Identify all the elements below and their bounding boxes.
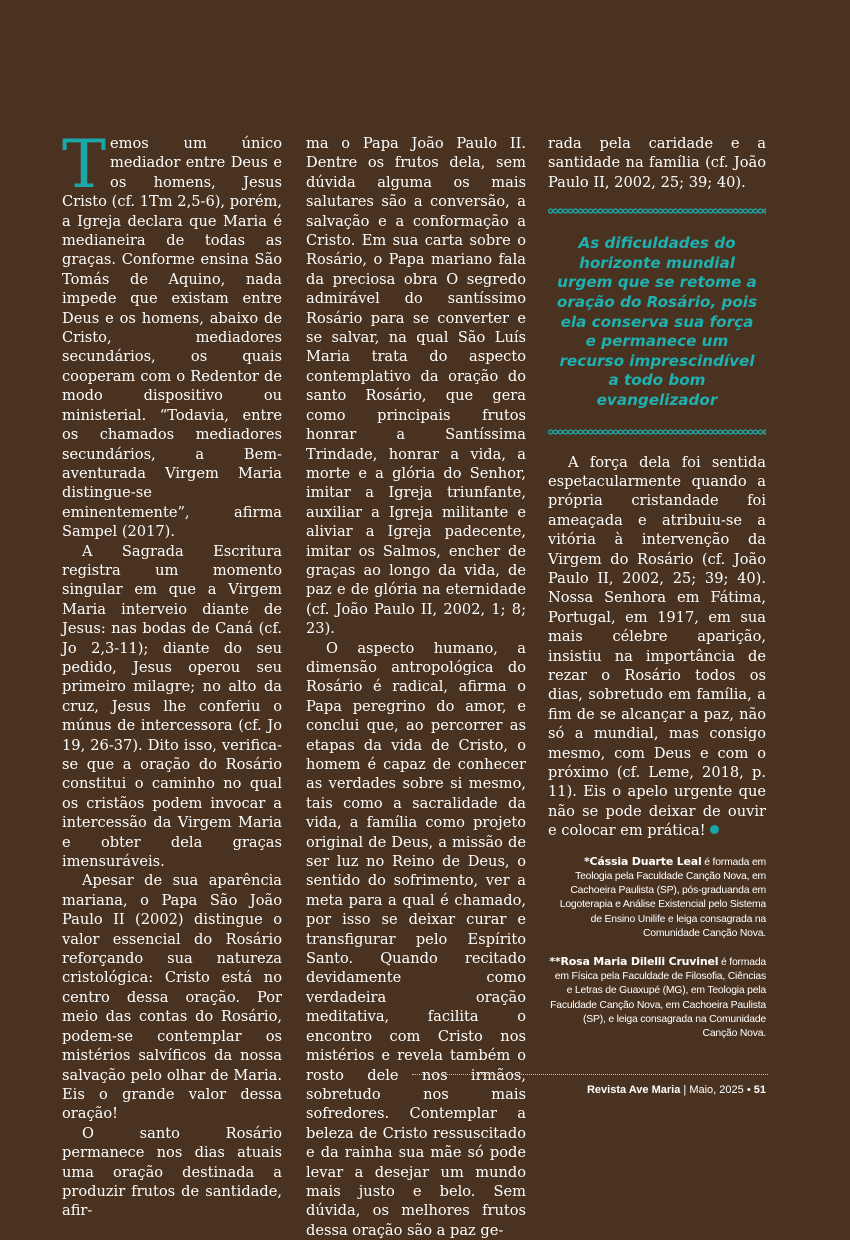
page-footer <box>587 1084 766 1096</box>
paragraph-5: ma o Papa João Paulo II. Dentre os frutos dela, sem dúvida alguma os mais salutares são a conversão, a salvação e a conformação a Cristo. Em sua carta sobre o Rosário, o Papa mariano fala da preciosa obra O segredo admirável do santíssimo Rosário para se converter e se salvar, na qual São Luís Maria trata do aspecto contemplativo da oração do santo Rosário, que gera como principais frutos honrar a Santíssima Trindade, honrar a vida, a morte e a glória do Senhor, imitar a Igreja triunfante, auxiliar a Igreja militante e aliviar a Igreja padecente, imitar os Salmos, encher de graças ao longo da vida, de paz e de glória na eternidade (cf. João Paulo II, 2002, 1; 8; 23). <box>306 135 526 638</box>
magazine-name: Revista Ave Maria <box>586 1084 681 1096</box>
footer-rule <box>412 1074 768 1075</box>
article-column-3 <box>548 134 766 1041</box>
author-name-2: **Rosa Maria Dilelli Cruvinel <box>549 954 719 968</box>
end-mark-icon <box>710 825 719 834</box>
drop-cap: T <box>62 126 107 203</box>
author-name-1: *Cássia Duarte Leal <box>584 854 702 868</box>
paragraph-6: O aspecto humano, a dimensão antropológica do Rosário é radical, afirma o Papa peregrino do amor, e conclui que, ao percorrer as etapas da vida de Cristo, o homem é capaz de conhecer as verdades sobre si mesmo, tais como a sacralidade da vida, a família como projeto original de Deus, a missão de ser luz no Reino de Deus, o sentido do sofrimento, ver a meta para a qual é chamado, por isso se deixar curar e transfigurar pelo Espírito Santo. Quando recitado devidamente como verdadeira oração meditativa, facilita o encontro com Cristo nos mistérios e revela também o rosto dele nos irmãos, sobretudo nos mais sofredores. Contemplar a beleza de Cristo ressuscitado e da rainha sua mãe só pode levar a desejar um mundo mais justo e belo. Sem dúvida, os melhores frutos dessa oração são a paz ge- <box>306 639 526 1239</box>
paragraph-3: Apesar de sua aparência mariana, o Papa São João Paulo II (2002) distingue o valor essencial do Rosário reforçando sua natureza cristológica: Cristo está no centro dessa oração. Por meio das contas do Rosário, podem-se contemplar os mistérios salvíficos da nossa salvação pelo olhar de Maria. Eis o grande valor dessa oração! <box>62 872 282 1123</box>
paragraph-1 <box>62 126 282 542</box>
wave-divider-top <box>548 206 766 216</box>
paragraph-2: A Sagrada Escritura registra um momento singular em que a Virgem Maria interveio diante de Jesus: nas bodas de Caná (cf. Jo 2,3-11); diante do seu pedido, Jesus operou seu primeiro milagre; no alto da cruz, Jesus lhe conferiu o múnus de intercessora (cf. Jo 19, 26-37). Dito isso, verifica-se que a oração do Rosário constitui o caminho no qual os cristãos podem invocar a intercessão da Virgem Maria e obter dela graças imensuráveis. <box>62 542 282 871</box>
paragraph-8 <box>548 453 766 841</box>
paragraph-1-text: emos um único mediador entre Deus e os homens, Jesus Cristo (cf. 1Tm 2,5-6), porém, a Igreja declara que Maria é medianeira de todas as graças. Conforme ensina São Tomás de Aquino, nada impede que existam entre Deus e os homens, abaixo de Cristo, mediadores secundários, os quais cooperam com o Redentor de modo dispositivo ou ministerial. “Todavia, entre os chamados mediadores secundários, a Bem-aventurada Virgem Maria distingue-se eminentemente”, afirma Sampel (2017). <box>62 135 282 541</box>
author-bio-2 <box>548 955 766 1041</box>
footer-bullet: • <box>746 1084 751 1096</box>
paragraph-7: rada pela caridade e a santidade na família (cf. João Paulo II, 2002, 25; 39; 40). <box>548 135 766 191</box>
paragraph-8-text: A força dela foi sentida espetacularmente quando a própria cristandade foi ameaçada e atribuiu-se a vitória à intervenção da Virgem do Rosário (cf. João Paulo II, 2002, 25; 39; 40). Nossa Senhora em Fátima, Portugal, em 1917, em sua mais célebre aparição, insistiu na importância de rezar o Rosário todos os dias, sobretudo em família, a fim de se alcançar a paz, não só a mundial, mas consigo mesmo, com Deus e com o próximo (cf. Leme, 2018, p. 11). Eis o apelo urgente que não se pode deixar de ouvir e colocar em prática! <box>548 453 766 840</box>
article-column-1 <box>62 126 282 1221</box>
author-bio-1 <box>548 855 766 941</box>
page-number: 51 <box>753 1084 766 1096</box>
wave-divider-bottom <box>548 427 766 437</box>
paragraph-4: O santo Rosário permanece nos dias atuais uma oração destinada a produzir frutos de santidade, afir- <box>62 1124 282 1220</box>
author-bio-text-2: é formada em Física pela Faculdade de Filosofia, Ciências e Letras de Guaxupé (MG), em Teologia pela Faculdade Canção Nova, em Cachoeira Paulista (SP), e leiga consagrada na Comunidade Canção Nova. <box>550 956 766 1039</box>
author-bio-text-1: é formada em Teologia pela Faculdade Canção Nova, em Cachoeira Paulista (SP), pós-graduanda em Logoterapia e Análise Existencial pelo Sistema de Ensino Unilife e leiga consagrada na Comunidade Canção Nova. <box>559 856 766 939</box>
footer-separator: | <box>683 1084 687 1096</box>
pull-quote: As dificuldades do horizonte mundial urgem que se retome a oração do Rosário, pois ela conserva sua força e permanece um recurso imprescindível a todo bom evangelizador <box>556 234 758 409</box>
issue-date: Maio, 2025 <box>689 1084 744 1096</box>
